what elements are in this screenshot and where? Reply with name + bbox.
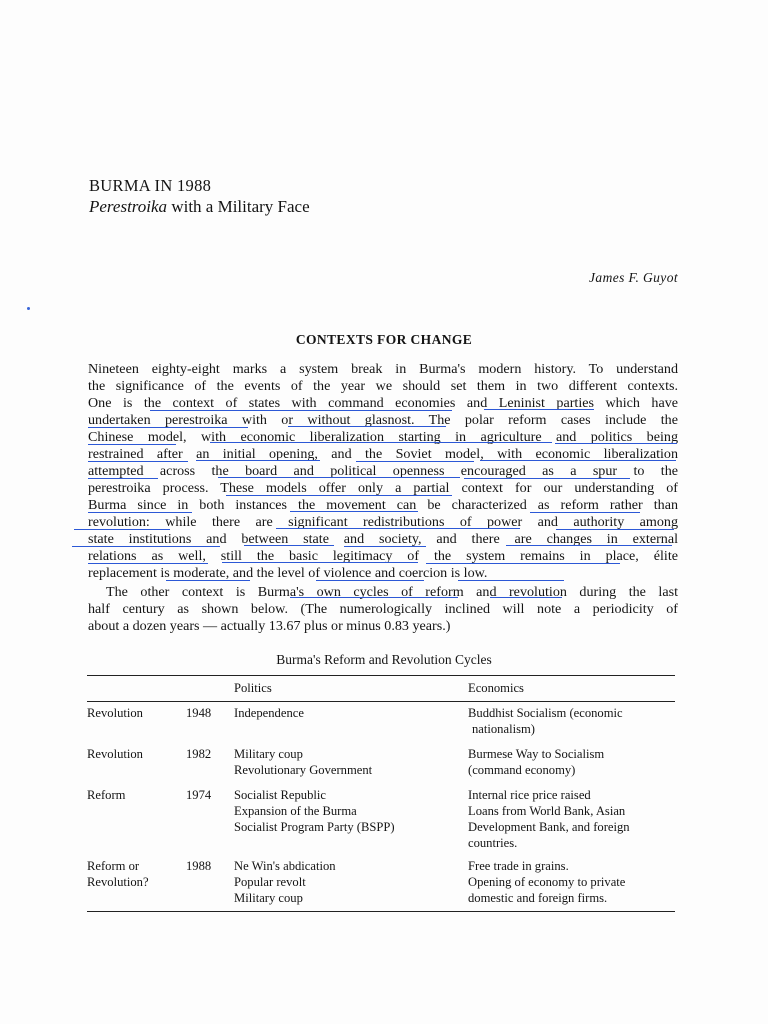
text-line: replacement is moderate, and the level of violence and coercion is low. [88,565,488,581]
economics-line: (command economy) [468,763,576,777]
underline-mark [88,444,176,445]
row-economics [468,746,604,778]
text-line: Nineteen eighty-eight marks a system break in Burma's modern history. To understand [88,361,678,377]
table-header-rule [87,701,675,702]
table-row [87,705,143,721]
row-year: 1988 [186,859,212,873]
row-type: Reform or [87,859,140,873]
underline-mark [290,597,458,598]
underline-mark [88,512,192,513]
section-heading: CONTEXTS FOR CHANGE [295,332,473,347]
row-politics [234,858,336,906]
underline-mark [166,580,250,581]
ink-dot [27,307,30,310]
economics-line: Development Bank, and foreign [468,820,630,834]
table-row [87,858,149,890]
economics-line: countries. [468,836,518,850]
economics-line: Internal rice price raised [468,788,591,802]
underline-mark [490,597,562,598]
text-line: revolution: while there are significant redistributions of power and authority among [88,514,678,530]
row-year: 1974 [186,788,212,802]
underline-mark [288,426,446,427]
underline-mark [316,580,424,581]
politics-line: Independence [234,706,304,720]
underline-mark [480,460,676,461]
politics-line: Socialist Republic [234,788,326,802]
economics-line: Burmese Way to Socialism [468,747,605,761]
underline-mark [244,545,334,546]
text-line: One is the context of states with command economies and Leninist parties which have [88,395,678,411]
underline-mark [88,427,248,428]
underline-mark [74,529,170,530]
politics-line: Military coup [234,747,303,761]
row-type: Reform [87,788,126,802]
underline-mark [458,580,564,581]
table-row [87,746,143,762]
row-politics [234,787,395,835]
underline-mark [88,478,158,479]
row-type: Revolution? [87,875,149,889]
underline-mark [464,478,630,479]
economics-line: Loans from World Bank, Asian [468,804,626,818]
paragraph-2 [88,584,678,635]
article-title: BURMA IN 1988 [89,176,212,195]
subtitle-rest: with a Military Face [167,197,310,216]
row-politics [234,705,304,721]
row-year: 1982 [186,747,212,761]
text-line: relations as well, still the basic legitimacy of the system remains in place, élite [88,548,678,564]
underline-mark [484,409,594,410]
row-economics [468,705,623,737]
politics-line: Ne Win's abdication [234,859,336,873]
underline-mark [196,460,320,461]
politics-line: Military coup [234,891,303,905]
text-line: perestroika process. These models offer only a partial context for our understanding of [88,480,678,496]
politics-line: Popular revolt [234,875,306,889]
underline-mark [506,545,672,546]
text-line: restrained after an initial opening, and the Soviet model, with economic liberalization [88,446,678,462]
text-line: about a dozen years — actually 13.67 plus or minus 0.83 years.) [88,618,451,634]
row-economics [468,858,625,906]
underline-mark [218,477,460,478]
column-header-economics: Economics [468,681,524,695]
text-line: undertaken perestroika with or without glasnost. The polar reform cases include the [88,412,678,428]
economics-line: nationalism) [472,722,535,736]
text-line: Chinese model, with economic liberalization starting in agriculture and politics being [88,429,678,445]
underline-mark [556,529,674,530]
economics-line: domestic and foreign firms. [468,891,608,905]
underline-mark [555,443,677,444]
politics-line: Expansion of the Burma [234,804,357,818]
underline-mark [226,495,452,496]
text-line: state institutions and between state and society, and there are changes in external [88,531,678,547]
row-economics [468,787,630,851]
underline-mark [222,562,418,563]
author-name: James F. Guyot [589,270,678,285]
economics-line: Buddhist Socialism (economic [468,706,623,720]
underline-mark [290,511,418,512]
underline-mark [88,461,188,462]
table-bottom-rule [87,911,675,912]
text-line: half century as shown below. (The numerologically inclined will note a periodicity of [88,601,678,617]
text-line: The other context is Burma's own cycles of reform and revolution during the last [106,584,678,600]
text-line: Burma since in both instances the movement can be characterized as reform rather than [88,497,678,513]
row-type: Revolution [87,747,143,761]
underline-mark [210,442,552,443]
table-row [87,787,125,803]
economics-line: Opening of economy to private [468,875,626,889]
underline-mark [88,563,208,564]
underline-mark [426,563,620,564]
politics-line: Socialist Program Party (BSPP) [234,820,395,834]
politics-line: Revolutionary Government [234,763,373,777]
economics-line: Free trade in grains. [468,859,569,873]
underline-mark [276,528,520,529]
row-type: Revolution [87,706,143,720]
column-header-politics: Politics [234,681,272,695]
subtitle-italic: Perestroika [89,197,168,216]
underline-mark [356,461,474,462]
underline-mark [150,410,452,411]
paragraph-1 [88,361,678,582]
table-caption: Burma's Reform and Revolution Cycles [276,652,492,667]
underline-mark [530,512,640,513]
text-line: the significance of the events of the year we should set them in two different contexts. [88,378,678,394]
table-top-rule [87,675,675,676]
underline-mark [72,546,220,547]
row-year: 1948 [186,706,212,720]
article-subtitle [89,197,310,217]
row-politics [234,746,372,778]
text-line: attempted across the board and political openness encouraged as a spur to the [88,463,678,479]
underline-mark [344,546,426,547]
